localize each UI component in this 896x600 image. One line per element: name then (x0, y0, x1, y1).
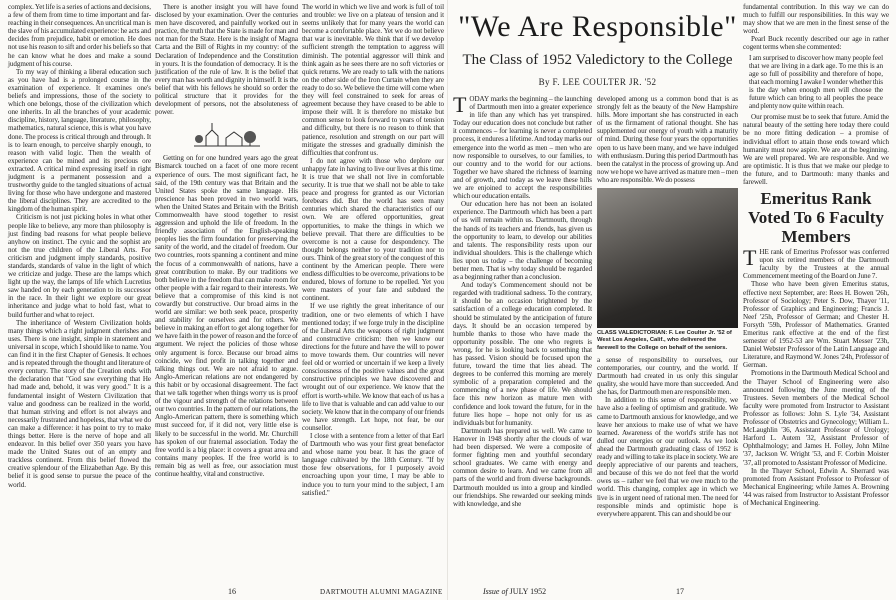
running-head: DARTMOUTH ALUMNI MAGAZINE (320, 588, 443, 596)
emeritus-headline: Emeritus Rank Voted To 6 Faculty Members (748, 189, 884, 247)
paragraph: fundamental contribution. In this way we can do much to fulfill our responsibilities. In this way we may show that we are men in the finest sense of the word. (743, 3, 889, 36)
article-column-3 (743, 3, 889, 507)
paragraph: a sense of responsibility to ourselves, our contemporaries, our country, and the world. If Dartmouth had created in us only this singular quality, she would have more than succeeded. And she has, for Dartmouth men are responsible men. (597, 355, 738, 397)
page-number-left: 16 (228, 587, 236, 596)
article-title: "We Are Responsible" (458, 10, 737, 43)
issue-label: Issue of (483, 587, 508, 596)
paragraph: I close with a sentence from a letter of that Earl of Dartmouth who was your first great benefactor and whose name you bear. It has the grace of language cultivated by the 18th Century. "If by those few observations, for I purposely avoid encroaching upon your time, I may be able to induce you to turn your mind to the subject, I am satisfied." (302, 431, 444, 497)
paragraph: In addition to this sense of responsibility, we have also a feeling of optimism and gratitude. We came to Dartmouth anxious for knowledge, and we leave her anxious to make use of what we have learned. Awareness of the world's strife has not dulled our energies or our outlook. As we look ahead the Dartmouth graduating class of 1952 is ready and willing to take its place in society. We are deeply appreciative of our parents and teachers, and because of this we do not feel that the world owes us – rather we feel that we owe much to the world. This changing, complex age in which we live is in urgent need of rational men. The need for responsible minds and optimistic hope is everywhere apparent. This can and should be our (597, 396, 738, 518)
article-subtitle: The Class of 1952 Valedictory to the College (462, 52, 733, 68)
page-gutter (447, 0, 448, 600)
paragraph: Pearl Buck recently described our age in rather cogent terms when she commented: (743, 35, 889, 52)
article-column-1 (453, 92, 592, 508)
lead-word: HE (759, 248, 769, 257)
left-column-2 (155, 3, 298, 478)
left-column-1 (8, 3, 151, 489)
paragraph: In the Thayer School, Edwin A. Sherrard was promoted from Assistant Professor to Professor of Mechanical Engineering; while James A. Browning '44 was raised from Instructor to Assistant Professor of Mechanical Engineering. (743, 466, 889, 507)
village-ornament-icon (192, 120, 262, 150)
paragraph: Those who have been given Emeritus status, effective next September, are: Rees H. Bowen '26h, Professor of Sociology; Peter S. Dow, Thayer '11, Professor of Graphics and Engineering; Francis J. Neef '25h, Professor of German; and Chester H. Forsyth '59h, Professor of Mathematics. Granted Emeritus rank effective at the end of the first semester of 1952-53 are Wm. Stuart Messer '23h, Daniel Webster Professor of the Latin Language and Literature, and Raymond W. Jones '24h, Professor of German. (743, 280, 889, 370)
paragraph: I do not agree with those who deplore our unhappy fate in having to live our lives at this time. It is true that we shall not live in comfortable security. It is true that we shall not be able to take peace and progress for granted as our Victorian forebears did. But the world has seen many centuries which shared the characteristics of our own. We are offered opportunities, great opportunities, to make the things in which we believe prevail. That there are difficulties to be overcome is not a cause for despondency. The thought belongs neither to your tradition nor to ours. Think of the great story of the conquest of this continent by the American people. There were endless difficulties to be overcome, privations to be endured, blows of fortune to be repelled. Yet you were masters of your fate and subdued the continent. (302, 156, 444, 303)
valedictorian-photo (597, 188, 738, 328)
article-byline: By F. LEE COULTER JR. '52 (538, 77, 657, 87)
paragraph: complex. Yet life is a series of actions and decisions, a few of them from time to time important and far-reaching in their consequences. An uncritical man is the slave of his accumulated experience: he acts and decides from prejudice, habit or emotion. He does not use his reason to sift and order his beliefs so that he can know what he does and make a sound judgment of his course. (8, 3, 151, 68)
paragraph: If we use rightly the great inheritance of our tradition, one or two elements of which I have mentioned today; if we forge truly in the discipline of the Liberal Arts the weapons of right judgment and constructive criticism: then we know our directions for the future and have the will to power to move towards them. Our countries will never feel old or worried or uncertain if we keep a lively consciousness of the positive values and the great constructive principles we have discovered and wrought out of our experience. We know that the effort is worth-while. We know that each of us has a life to live that is valuable and can add value to our society. We know that in the company of our friends we have strength. Let hope, not fear, be our counsellor. (302, 302, 445, 432)
left-column-3 (302, 3, 444, 497)
pearl-buck-quote: I am surprised to discover how many people feel that we are living in a dark age. To me this is an age so full of possibility and therefore of hope, that each morning I awake I wonder whether this is the day when enough men will choose the future which can bring to all peoples the peace and plenty now quite within reach. (749, 53, 883, 111)
paragraph: developed among us a common bond that is as strongly felt as the beauty of the New Hampshire hills. More important she has constructed in each of us the firmament of rational thought. She has supplemented our energy of youth with a maturity of mind. During these four years the opportunities open to us have been many, and we have indulged with enthusiasm. During this period Dartmouth has been the catalyst in the process of growing up. And now we hope we have arrived as mature men – men who are responsible. We do possess (597, 95, 738, 184)
paragraph: Promotions in the Dartmouth Medical School and the Thayer School of Engineering were also announced following the June meeting of the Trustees. Seven members of the Medical School faculty were promoted from Instructor to Assistant Professor as follows: John S. Lyle '34, Assistant Professor of Obstetrics and Gynecology; William L. McLaughlin '36, Assistant Professor of Urology; Harford L. Autem '32, Assistant Professor of Ophthalmology; and James H. Folley, John Milne '37, Jackson W. Wright '53, and F. Corbin Moister '37, all promoted to Assistant Professor of Medicine. (743, 369, 889, 467)
paragraph: And today's Commencement should not be regarded with traditional sadness. To the contrary, it should be an occasion brightened by the satisfaction of a college education completed. It should be stimulated by the anticipation of future days. It should be an occasion tempered by humble thanks to those who have made the opportunity possible. The one who regrets is wrong, for he is looking back to something that has passed. Vision should be focused upon the future, toward the time that lies ahead. The degrees to be conferred this morning are merely symbolic of a preparation completed and the commencing of a new phase of life. We should face this new horizon as mature men with confidence and look toward the future, for in the future lies hope – hope not only for us as individuals but for humanity. (453, 281, 592, 427)
paragraph: Criticism is not just picking holes in what other people like to believe, any more than philosophy is just finding bad reasons for what people believe anyhow on instinct. The cynic and the sophist are not the true children of the Liberal Arts. For criticism and judgment imply standards, positive standards, standards of value in the light of which we criticize and judge. These are the lamps which light up the way, the lamps of life which Lucretius saw handed on by each generation to its successor in the race. In their light we explore our great inheritance and judge what to hold fast, what to build further and what to reject. (8, 213, 151, 319)
lead-text: rank of Emeritus Professor was conferred upon six retired members of the Dartmouth faculty by the Trustees at the annual Commencement meeting of the Board on June 7. (743, 248, 889, 281)
lead-paragraph (743, 245, 889, 281)
drop-cap: T (743, 245, 757, 271)
paragraph: The inheritance of Western Civilization holds many things which a right judgment cherishes and uses. There is one insight, simple in statement and universal in scope, which I should like to name. You can find it in the first Chapter of Genesis. It echoes and is repeated through the thought and literature of every century. The story of the Creation ends with the declaration that "God saw everything that He had made and, behold, it was very good." It is a fundamental insight of Western Civilization that value and goodness can be realized in the world, that human striving and effort is not always and necessarily frustrated and hopeless, that what we do can make a difference: it has point to try to make things better. Here is the nerve of hope and all endeavor. In this belief over 350 years you have made the United States out of an empty and trackless continent. From this belief flowed the creative splendour of the Elizabethan Age. By this belief it is good sense to pursue the peace of the world. (8, 318, 151, 489)
paragraph: The world in which we live and work is full of toil and trouble: we live on a plateau of tension and it seems unlikely that for many years the world can become a comfortable place. Yet we do not believe that war is inevitable. We think that if we develop sufficient strength the temptation to aggress will diminish. The potential aggressor will think and think again as he sees there are no soft victories or quick returns. We are ready to talk with the nations on the other side of the Iron Curtain when they are ready to do so. We believe the time will come when they will feel constrained to seek for areas of agreement because they have ceased to be able to impose their will. It is therefore no mistake but common sense to look forward to years of tension and difficulty, but there is no reason to think that patience, resolution and strength on our part will mitigate the stresses and gradually diminish the difficulties that confront us. (302, 3, 444, 157)
paragraph: Our education here has not been an isolated experience. The Dartmouth which has been a part of us will remain within us. Dartmouth, through the hands of its teachers and friends, has given us the opportunity to learn, to develop our abilities and talents. The responsibility rests upon our individual shoulders. This is the challenge which lies upon us today – the challenge of becoming better men. That is why today should be regarded as a beginning rather than a conclusion. (453, 200, 592, 282)
paragraph: Our promise must be to seek that future. Amid the natural beauty of the setting here today there could be no more fitting dedication – a promise of individual effort to attain those ends toward which humanity must now aspire. We are at the beginning. We are well prepared. We are responsible. And we are optimistic. It is thus that we make our pledge to the future, and to Dartmouth: many thanks and farewell. (743, 113, 889, 186)
lead-word: ODAY (469, 95, 490, 103)
lead-text: marks the beginning – the launching of Dartmouth men into a greater experience in life than any which has yet transpired. Today our education does not conclude but rather it commences – for learning is never a completed process, it endures a lifetime. And today marks our emergence into the world as men – men who are now responsible to ourselves, to our families, to our country and to the world for our actions. Together we have shared the richness of learning and of growth, and today as we leave these hills we are enjoined to accept the responsibilities which our education entails. (453, 95, 592, 201)
paragraph: To my way of thinking a liberal education such as you have had is a prolonged course in the examination of experience. It examines one's beliefs and impressions, those of the society to which one belongs, those of the civilization which one inherits. In all the branches of your academic discipline, history, language, literature, philosophy, mathematics, natural science, this is what you have done. The process is critical through and through. It is to learn enough, to perceive sharply enough, to reason with valid logic. Then the wealth of experience can be mined and its precious ore extracted. A critical mind expressing itself in right judgment is a permanent possession and a trustworthy guide to the tangled situations of actual living for those who have undergone and mastered the liberal disciplines. They are accredited to the kingdom of the human spirit. (8, 67, 151, 214)
drop-cap: T (453, 92, 467, 117)
paragraph: Dartmouth has prepared us well. We came to Hanover in 1948 shortly after the clouds of war had been dispersed. We were a composite of former fighting men and youthful secondary school graduates. We came with energy and common desire to learn. And we came from all parts of the world and from diverse backgrounds. Dartmouth moulded us into a group and kindled our friendships. She rewarded our seeking minds with knowledge, and she (453, 426, 592, 508)
article-column-2 (597, 95, 738, 518)
issue-date: JULY 1952 (509, 587, 547, 596)
photo-caption: CLASS VALEDICTORIAN: F. Lee Coulter Jr. '52 of West Los Angeles, Calif., who delivered the farewell to the College on behalf of the seniors. (597, 330, 732, 351)
paragraph: Getting on for one hundred years ago the great Bismarck touched on a facet of one more recent experience of ours. The most significant fact, he said, of the 19th century was that Britain and the United States spoke the same language. His prescience has been proved in two world wars, when the United States and Britain with the British Commonwealth have stood together to resist aggression and uphold the life of freedom. In the friendly association of the English-speaking peoples lies the firm foundation for preserving the sanity of the world, and the citadel of freedom. Our two countries, roots spanning a continent and mine the focus of a commonwealth of nations, have a great contribution to make. By our traditions we both believe in the freedom that can make room for other people with a fair regard to their interests. We believe that a compromise of this kind is not cowardly but constructive. Our broad aims in the world are similar: we both seek peace, prosperity and stability for ourselves and for others. We believe in making an effort to get along together for we have faith in the power of reason and the force of argument. We reject the policies of those whose only argument is force. Because our broad aims coincide, we find profit in talking together and talking things out. We are not afraid to argue. Anglo-American relations are not endangered by this habit or by occasional disagreement. The fact that we talk together when things worry us is proof of the vigour and strength of the relations between our two countries. In the pattern of our relations, the Anglo-American pattern, there is something which must succeed for, if it did not, very little else is likely to be successful in the world. Mr. Churchill has spoken of our fraternal association. Today the free world is a big place: it covers a great area and contains many peoples. If the free world is to remain big as well as free, our association must continue healthy, vital and constructive. (155, 154, 298, 478)
paragraph: There is another insight you will have found disclosed by your examination. Over the centuries men have discovered, and painfully worked out in practice, the truth that the State is made for man and not man for the State. Here is the insight of Magna Carta and the Bill of Rights in my country: of the Declaration of Independence and the Constitution in yours. It is the foundation of democracy. It is the justification of the rule of law. It is the belief that every man has worth and dignity in himself. It is the belief that with his fellows he should so order the political structure that it provides for the development of persons, not the absoluteness of power. (155, 3, 298, 117)
issue-line (483, 587, 546, 597)
lead-paragraph (453, 92, 592, 201)
page-number-right: 17 (676, 587, 684, 596)
